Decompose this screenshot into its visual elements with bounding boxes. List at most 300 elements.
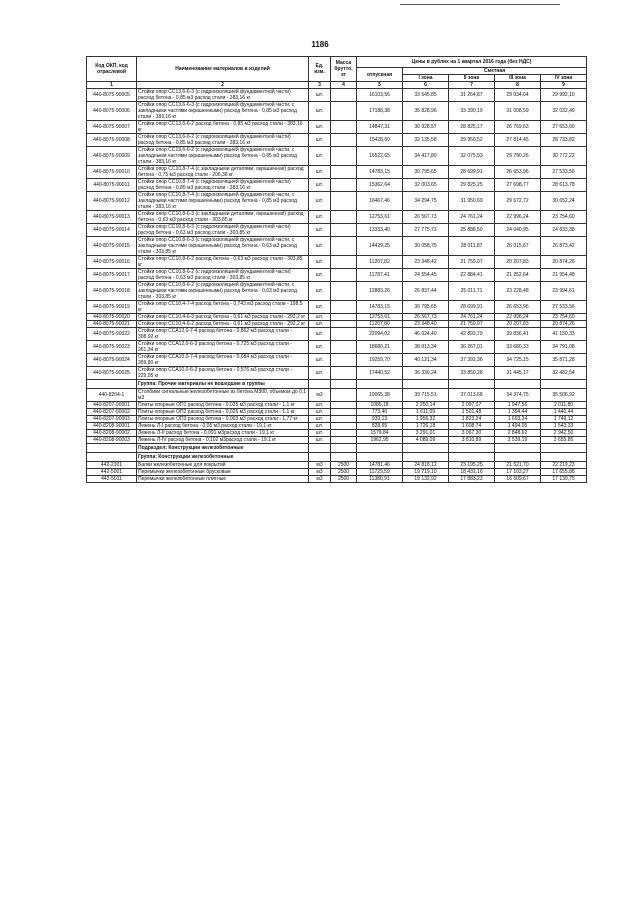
group-empty-cell	[309, 444, 331, 453]
zone2-price-cell: 1 823,24	[449, 416, 495, 423]
col-index: 1	[87, 82, 137, 89]
zone4-price-cell: 17 130,75	[541, 476, 587, 483]
zone2-price-cell: 2 097,07	[449, 402, 495, 409]
zone1-price-cell: 1 956,32	[403, 416, 449, 423]
mass-cell	[331, 269, 357, 282]
mass-cell	[331, 166, 357, 179]
group-empty-cell	[403, 444, 449, 453]
zone2-price-cell: 29 825,25	[449, 179, 495, 192]
release-price-cell: 22094,02	[357, 328, 403, 341]
code-cell: 440-8075-90019	[87, 301, 137, 314]
group-empty-cell	[357, 453, 403, 462]
zone2-price-cell: 33 859,28	[449, 367, 495, 380]
group-heading-row	[87, 453, 587, 462]
group-empty-cell	[541, 453, 587, 462]
table-row	[87, 282, 587, 301]
group-empty-cell	[357, 444, 403, 453]
zone2-price-cell: 21 759,07	[449, 321, 495, 328]
unit-cell: м3	[309, 469, 331, 476]
zone3-price-cell: 24 040,95	[495, 224, 541, 237]
table-row	[87, 321, 587, 328]
unit-cell: шт.	[309, 256, 331, 269]
group-empty-cell	[309, 380, 331, 389]
unit-cell: шт.	[309, 423, 331, 430]
table-row	[87, 389, 587, 402]
code-cell: 440-8207-90002	[87, 409, 137, 416]
code-cell: 440-8075-90022	[87, 328, 137, 341]
unit-cell: шт.	[309, 301, 331, 314]
unit-cell: шт.	[309, 341, 331, 354]
release-price-cell: 17440,52	[357, 367, 403, 380]
release-price-cell: 16467,46	[357, 192, 403, 211]
zone2-price-cell: 18 431,16	[449, 469, 495, 476]
zone1-price-cell: 1 611,09	[403, 409, 449, 416]
zone3-price-cell: 27 814,45	[495, 134, 541, 147]
table-row	[87, 314, 587, 321]
mass-cell	[331, 256, 357, 269]
code-cell: 440-8204-1	[87, 389, 137, 402]
zone4-price-cell: 1 543,33	[541, 423, 587, 430]
zone1-price-cell: 33 545,85	[403, 89, 449, 102]
table-row	[87, 211, 587, 224]
name-cell: Стойки опор СС10,8-6-3 (с гидроизоляцией фундаментной части, с закладными частями окрашенными) расход бетона - 0,63 м3 расход стали - 303,85 кг	[137, 237, 309, 256]
code-cell: 440-8075-90010	[87, 166, 137, 179]
header-mass: Масса брутто, кг	[331, 57, 357, 82]
name-cell: Перемычки железобетонные плитные	[137, 476, 309, 483]
mass-cell: 2500	[331, 469, 357, 476]
zone3-price-cell: 16 609,67	[495, 476, 541, 483]
zone2-price-cell: 1 501,48	[449, 409, 495, 416]
zone2-price-cell: 3 810,89	[449, 437, 495, 444]
table-row	[87, 328, 587, 341]
zone4-price-cell: 2 942,50	[541, 430, 587, 437]
zone1-price-cell: 27 775,73	[403, 224, 449, 237]
table-row	[87, 102, 587, 121]
zone3-price-cell: 23 228,48	[495, 282, 541, 301]
table-row	[87, 354, 587, 367]
group-empty-cell	[495, 444, 541, 453]
name-cell: Лежень Л-I расход бетона - 0,05 м3 расход стали - 19,1 кг	[137, 423, 309, 430]
zone2-price-cell: 28 699,91	[449, 166, 495, 179]
zone4-price-cell: 22 219,23	[541, 462, 587, 469]
zone3-price-cell: 33 680,33	[495, 341, 541, 354]
name-cell: Стойки опор СС13,6-6-2 (с гидроизоляцией фундаментной части, с закладными частями окрашенными) расход бетона - 0,85 м3 расход стали - 383,16 кг	[137, 147, 309, 166]
group-empty-cell	[495, 453, 541, 462]
code-cell: 440-8075-90009	[87, 147, 137, 166]
release-price-cell: 17188,38	[357, 102, 403, 121]
mass-cell	[331, 423, 357, 430]
mass-cell	[331, 328, 357, 341]
zone4-price-cell: 32 482,54	[541, 367, 587, 380]
zone4-price-cell: 20 874,26	[541, 256, 587, 269]
unit-cell: шт.	[309, 179, 331, 192]
mass-cell	[331, 437, 357, 444]
zone4-price-cell: 41 150,33	[541, 328, 587, 341]
group-empty-cell	[449, 444, 495, 453]
mass-cell	[331, 179, 357, 192]
mass-cell	[331, 282, 357, 301]
zone1-price-cell: 24 554,45	[403, 269, 449, 282]
zone4-price-cell: 28 733,82	[541, 134, 587, 147]
zone3-price-cell: 34 725,15	[495, 354, 541, 367]
zone2-price-cell: 28 699,91	[449, 301, 495, 314]
group-empty-cell	[449, 453, 495, 462]
unit-cell: шт.	[309, 282, 331, 301]
name-cell: Лежень Л-II расход бетона - 0,091 м3расход стали - 19,1 кг	[137, 430, 309, 437]
zone4-price-cell: 30 652,24	[541, 192, 587, 211]
release-price-cell: 11380,91	[357, 476, 403, 483]
group-empty-cell	[87, 453, 137, 462]
release-price-cell: 11787,41	[357, 269, 403, 282]
zone1-price-cell: 4 089,09	[403, 437, 449, 444]
table-row	[87, 341, 587, 354]
unit-cell: шт.	[309, 354, 331, 367]
release-price-cell: 12753,61	[357, 211, 403, 224]
mass-cell	[331, 341, 357, 354]
zone2-price-cell: 21 759,07	[449, 256, 495, 269]
zone4-price-cell: 23 754,60	[541, 314, 587, 321]
zone2-price-cell: 22 884,41	[449, 269, 495, 282]
name-cell: Стойки опор ССА10,0-6-3 расход бетона - 0,576 м3 расход стали - 229,05 кг	[137, 367, 309, 380]
unit-cell: шт.	[309, 402, 331, 409]
zone2-price-cell: 24 761,24	[449, 211, 495, 224]
release-price-cell: 1962,95	[357, 437, 403, 444]
zone2-price-cell: 28 825,17	[449, 121, 495, 134]
zone2-price-cell: 42 893,79	[449, 328, 495, 341]
release-price-cell: 16103,56	[357, 89, 403, 102]
name-cell: Стойки опор СС10,4-6-3 расход бетона - 0,61 м3 расход стали - 292,2 кг	[137, 314, 309, 321]
table-row	[87, 409, 587, 416]
zone3-price-cell: 34 374,75	[495, 389, 541, 402]
zone1-price-cell: 1 726,18	[403, 423, 449, 430]
table-row	[87, 237, 587, 256]
group-title: Группа: Конструкции железобетонные	[137, 453, 309, 462]
col-index: 3	[309, 82, 331, 89]
name-cell: Стойки опор СС10,8-7-4 (с гидроизоляцией фундаментной части, с закладными частями окрашенными) расход бетона - 0,85 м3 расход стали - 383,16 кг	[137, 192, 309, 211]
table-row	[87, 437, 587, 444]
release-price-cell: 12883,26	[357, 282, 403, 301]
mass-cell	[331, 409, 357, 416]
zone2-price-cell: 23 195,25	[449, 462, 495, 469]
zone4-price-cell: 32 032,49	[541, 102, 587, 121]
top-rule	[400, 4, 560, 5]
header-zone1: I зона	[403, 75, 449, 82]
table-row	[87, 301, 587, 314]
zone3-price-cell: 17 103,27	[495, 469, 541, 476]
table-row	[87, 166, 587, 179]
zone3-price-cell: 1 494,05	[495, 423, 541, 430]
zone3-price-cell: 29 672,72	[495, 192, 541, 211]
table-row	[87, 134, 587, 147]
zone4-price-cell: 35 506,92	[541, 389, 587, 402]
unit-cell: шт.	[309, 134, 331, 147]
code-cell: 440-8208-90003	[87, 437, 137, 444]
zone2-price-cell: 29 950,52	[449, 134, 495, 147]
unit-cell: шт.	[309, 269, 331, 282]
release-price-cell: 14429,25	[357, 237, 403, 256]
zone4-price-cell: 20 874,26	[541, 321, 587, 328]
zone3-price-cell: 26 015,67	[495, 237, 541, 256]
group-heading-row	[87, 380, 587, 389]
mass-cell	[331, 147, 357, 166]
zone1-price-cell: 24 818,12	[403, 462, 449, 469]
name-cell: Стойки опор СС10,4-6-2 расход бетона - 0,61 м3 расход стали - 292,2 кг	[137, 321, 309, 328]
zone2-price-cell: 31 950,69	[449, 192, 495, 211]
name-cell: Стойки опор ССА10,0-7-4 расход бетона - 0,684 м3 расход стали - 269,80 кг	[137, 354, 309, 367]
zone1-price-cell: 30 795,65	[403, 166, 449, 179]
table-row	[87, 256, 587, 269]
mass-cell: 2500	[331, 476, 357, 483]
name-cell: Стойки опор СС13,6-6-2 (с гидроизоляцией фундаментной части) расход бетона - 0,85 м3 расход стали - 383,16 кг	[137, 134, 309, 147]
zone4-price-cell: 27 533,56	[541, 166, 587, 179]
group-empty-cell	[331, 444, 357, 453]
code-cell: 440-8075-90013	[87, 211, 137, 224]
group-empty-cell	[449, 380, 495, 389]
table-row	[87, 121, 587, 134]
zone2-price-cell: 31 264,87	[449, 89, 495, 102]
group-empty-cell	[331, 380, 357, 389]
name-cell: Стойки опор СС10,8-6-2 (с гидроизоляцией фундаментной части) расход бетона - 0,63 м3 расход стали - 303,85 кг	[137, 269, 309, 282]
table-row	[87, 192, 587, 211]
release-price-cell: 14847,31	[357, 121, 403, 134]
code-cell: 440-8075-90011	[87, 179, 137, 192]
code-cell: 442-5001	[87, 469, 137, 476]
code-cell: 440-8075-90014	[87, 224, 137, 237]
unit-cell: шт.	[309, 102, 331, 121]
col-index: 7	[449, 82, 495, 89]
group-empty-cell	[495, 380, 541, 389]
table-row	[87, 367, 587, 380]
zone4-price-cell: 1 749,12	[541, 416, 587, 423]
unit-cell: шт.	[309, 237, 331, 256]
release-price-cell: 939,13	[357, 416, 403, 423]
unit-cell: м3	[309, 476, 331, 483]
zone4-price-cell: 23 754,60	[541, 211, 587, 224]
zone1-price-cell: 35 828,96	[403, 102, 449, 121]
release-price-cell: 19259,70	[357, 354, 403, 367]
code-cell: 440-8207-90001	[87, 402, 137, 409]
group-empty-cell	[87, 444, 137, 453]
group-empty-cell	[331, 453, 357, 462]
zone3-price-cell: 22 996,24	[495, 211, 541, 224]
zone3-price-cell: 27 698,77	[495, 179, 541, 192]
zone1-price-cell: 26 567,73	[403, 314, 449, 321]
zone4-price-cell: 2 011,80	[541, 402, 587, 409]
zone1-price-cell: 19 719,10	[403, 469, 449, 476]
release-price-cell: 13333,40	[357, 224, 403, 237]
mass-cell	[331, 389, 357, 402]
name-cell: Стойки опор СС10,8-6-3 (с гидроизоляцией фундаментной части) расход бетона - 0,63 м3 расход стали - 303,85 кг	[137, 224, 309, 237]
code-cell: 440-8075-90008	[87, 134, 137, 147]
zone4-price-cell: 26 873,42	[541, 237, 587, 256]
code-cell: 440-8075-90017	[87, 269, 137, 282]
table-row	[87, 462, 587, 469]
zone1-price-cell: 23 348,42	[403, 256, 449, 269]
unit-cell: шт.	[309, 328, 331, 341]
code-cell: 442-2101	[87, 462, 137, 469]
code-cell: 440-8208-90002	[87, 430, 137, 437]
zone3-price-cell: 22 996,24	[495, 314, 541, 321]
zone1-price-cell: 46 024,40	[403, 328, 449, 341]
zone2-price-cell: 17 883,23	[449, 476, 495, 483]
release-price-cell: 14781,46	[357, 462, 403, 469]
zone1-price-cell: 3 291,01	[403, 430, 449, 437]
mass-cell	[331, 314, 357, 321]
name-cell: Стойки опор СС10,8-7-4 (с гидроизоляцией фундаментной части) расход бетона - 0,85 м3 расход стали - 383,16 кг	[137, 179, 309, 192]
mass-cell	[331, 430, 357, 437]
zone2-price-cell: 25 011,71	[449, 282, 495, 301]
unit-cell: шт.	[309, 147, 331, 166]
unit-cell: м3	[309, 389, 331, 402]
zone1-price-cell: 2 250,14	[403, 402, 449, 409]
name-cell: Стойки опор СС10,8-6-3 (с закладными деталями, окрашенная) расход бетона - 0,63 м3 расход стали - 303,85 кг	[137, 211, 309, 224]
price-table	[86, 56, 587, 483]
zone3-price-cell: 39 836,41	[495, 328, 541, 341]
name-cell: Стойки опор ССА12,0-6-3 расход бетона - 0,725 м3 расход стали - 261,34 кг	[137, 341, 309, 354]
code-cell: 440-8075-90012	[87, 192, 137, 211]
zone3-price-cell: 20 207,83	[495, 321, 541, 328]
table-row	[87, 423, 587, 430]
zone4-price-cell: 28 613,78	[541, 179, 587, 192]
zone4-price-cell: 30 772,22	[541, 147, 587, 166]
mass-cell	[331, 301, 357, 314]
header-code: Код ОКП, код отраслевой	[87, 57, 137, 82]
zone3-price-cell: 21 252,64	[495, 269, 541, 282]
group-title: Подраздел: Конструкции железобетонные	[137, 444, 309, 453]
zone4-price-cell: 34 791,08	[541, 341, 587, 354]
code-cell: 440-8075-90023	[87, 341, 137, 354]
zone3-price-cell: 1 693,24	[495, 416, 541, 423]
zone1-price-cell: 38 913,34	[403, 341, 449, 354]
release-price-cell: 12753,61	[357, 314, 403, 321]
mass-cell	[331, 211, 357, 224]
unit-cell: шт.	[309, 437, 331, 444]
code-cell: 440-8075-90005	[87, 89, 137, 102]
zone1-price-cell: 30 928,57	[403, 121, 449, 134]
name-cell: Лежень Л-IV расход бетона - 0,102 м3расход стали - 19,1 кг	[137, 437, 309, 444]
unit-cell: м3	[309, 462, 331, 469]
unit-cell: шт.	[309, 121, 331, 134]
release-price-cell: 11207,80	[357, 321, 403, 328]
group-empty-cell	[309, 453, 331, 462]
zone2-price-cell: 25 886,50	[449, 224, 495, 237]
col-index: 9	[541, 82, 587, 89]
zone2-price-cell: 28 011,87	[449, 237, 495, 256]
col-index: 8	[495, 82, 541, 89]
unit-cell: шт.	[309, 367, 331, 380]
zone2-price-cell: 37 013,68	[449, 389, 495, 402]
release-price-cell: 19065,38	[357, 389, 403, 402]
group-heading-row	[87, 444, 587, 453]
table-row	[87, 430, 587, 437]
group-empty-cell	[403, 380, 449, 389]
column-index-row	[87, 82, 587, 89]
unit-cell: шт.	[309, 430, 331, 437]
release-price-cell: 828,65	[357, 423, 403, 430]
header-zone4: IV зона	[541, 75, 587, 82]
unit-cell: шт.	[309, 416, 331, 423]
name-cell: Стойки опор СС13,6-6-3 (с гидроизоляцией фундаментной части) расход бетона - 0,85 м3 расход стали - 383,16 кг	[137, 89, 309, 102]
header-price-group: Цены в рублях на 1 квартал 2016 года (без НДС)	[357, 57, 587, 68]
zone4-price-cell: 35 871,28	[541, 354, 587, 367]
mass-cell	[331, 321, 357, 328]
col-index: 4	[331, 82, 357, 89]
name-cell: Стойки опор СС10,8-7-4 (с закладными деталями, окрашенная) расход бетона - 0,75 м3 расход стали - 206,38 кг	[137, 166, 309, 179]
name-cell: Плиты опорные ОП1 расход бетона - 0,035 м3 расход стали - 1,1 кг	[137, 402, 309, 409]
mass-cell	[331, 354, 357, 367]
zone4-price-cell: 21 954,48	[541, 269, 587, 282]
zone1-price-cell: 32 003,65	[403, 179, 449, 192]
name-cell: Стойки опор СС13,6-6-2 расход бетона - 0,85 м3 расход стали - 383,16 кг	[137, 121, 309, 134]
mass-cell	[331, 237, 357, 256]
zone4-price-cell: 17 655,88	[541, 469, 587, 476]
zone4-price-cell: 23 994,61	[541, 282, 587, 301]
zone3-price-cell: 26 769,63	[495, 121, 541, 134]
code-cell: 440-8207-90003	[87, 416, 137, 423]
mass-cell	[331, 416, 357, 423]
col-index: 2	[137, 82, 309, 89]
zone2-price-cell: 3 067,30	[449, 430, 495, 437]
name-cell: Плиты опорные ОП2 расход бетона - 0,026 м3 расход стали - 1,1 кг	[137, 409, 309, 416]
zone3-price-cell: 3 539,19	[495, 437, 541, 444]
header-release: отпускная	[357, 68, 403, 82]
name-cell: Стойки опор СС10,8-6-2 расход бетона - 0,63 м3 расход стали - 303,85 кг	[137, 256, 309, 269]
unit-cell: шт.	[309, 211, 331, 224]
unit-cell: шт.	[309, 321, 331, 328]
zone3-price-cell: 1 947,56	[495, 402, 541, 409]
release-price-cell: 15362,64	[357, 179, 403, 192]
group-title: Группа: Прочие материалы не вошедшие в группы	[137, 380, 309, 389]
name-cell: Перемычки железобетонные брусковые	[137, 469, 309, 476]
table-row	[87, 476, 587, 483]
zone4-price-cell: 27 533,56	[541, 301, 587, 314]
zone3-price-cell: 29 790,26	[495, 147, 541, 166]
zone3-price-cell: 29 034,64	[495, 89, 541, 102]
zone1-price-cell: 39 715,51	[403, 389, 449, 402]
code-cell: 440-8075-90020	[87, 314, 137, 321]
mass-cell: 2500	[331, 462, 357, 469]
name-cell: Столбики сигнальные железобетонные из бетона М300, объемом до 0,1 м3	[137, 389, 309, 402]
header-zone2: II зона	[449, 75, 495, 82]
header-estimate: Сметная	[403, 68, 587, 75]
name-cell: Балки железобетонные для покрытий	[137, 462, 309, 469]
release-price-cell: 16522,65	[357, 147, 403, 166]
zone2-price-cell: 1 608,74	[449, 423, 495, 430]
zone2-price-cell: 33 390,19	[449, 102, 495, 121]
header-unit: Ед. изм.	[309, 57, 331, 82]
zone4-price-cell: 24 833,38	[541, 224, 587, 237]
zone2-price-cell: 32 075,93	[449, 147, 495, 166]
group-empty-cell	[541, 444, 587, 453]
release-price-cell: 1080,18	[357, 402, 403, 409]
code-cell: 440-8075-90025	[87, 367, 137, 380]
zone1-price-cell: 32 135,58	[403, 134, 449, 147]
code-cell: 440-8075-90007	[87, 121, 137, 134]
zone1-price-cell: 23 348,40	[403, 321, 449, 328]
code-cell: 440-8075-90021	[87, 321, 137, 328]
release-price-cell: 18680,21	[357, 341, 403, 354]
zone1-price-cell: 36 330,24	[403, 367, 449, 380]
col-index: 6	[403, 82, 449, 89]
release-price-cell: 11207,82	[357, 256, 403, 269]
mass-cell	[331, 121, 357, 134]
zone2-price-cell: 37 392,36	[449, 354, 495, 367]
group-empty-cell	[541, 380, 587, 389]
zone2-price-cell: 24 761,24	[449, 314, 495, 321]
zone4-price-cell: 29 992,10	[541, 89, 587, 102]
unit-cell: шт.	[309, 192, 331, 211]
table-row	[87, 402, 587, 409]
